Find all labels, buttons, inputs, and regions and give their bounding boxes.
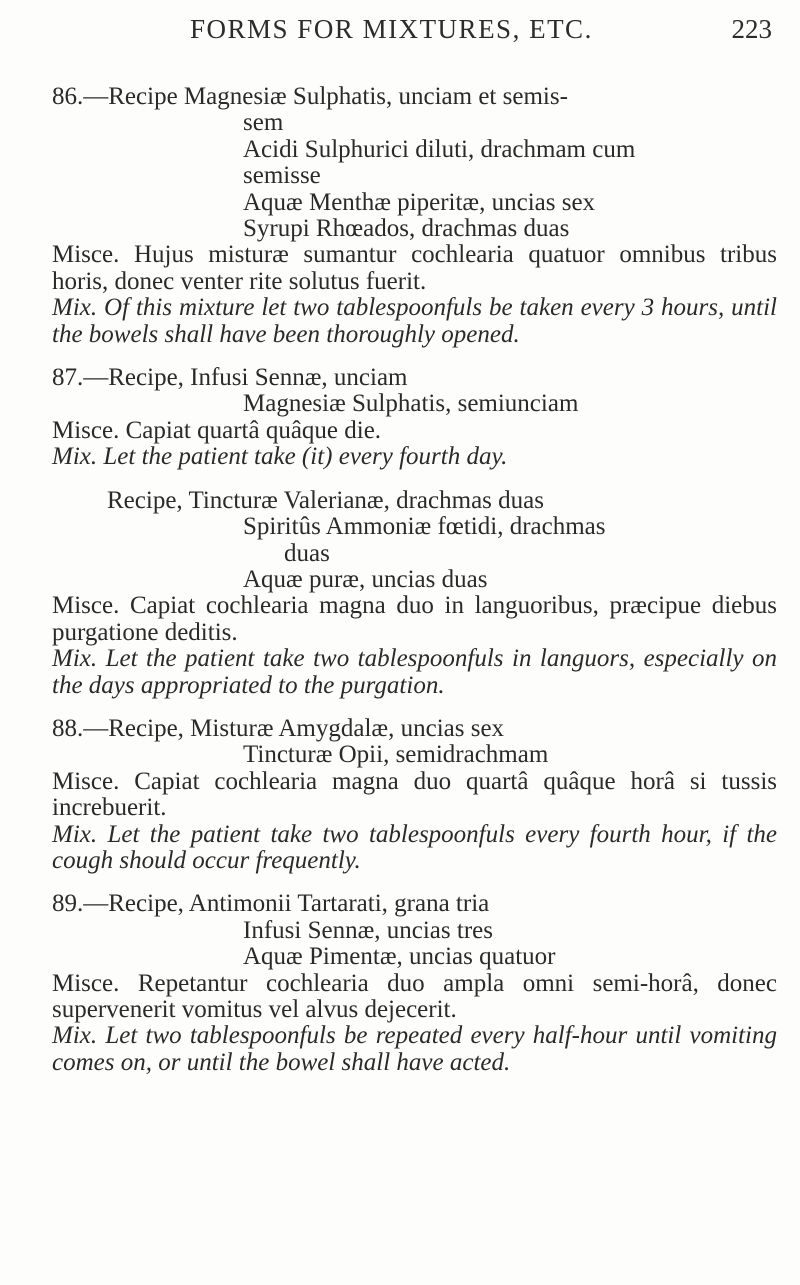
recipe-title: Recipe, Tincturæ Valerianæ, drachmas duas: [107, 486, 544, 514]
latin-directions: Misce. Capiat cochlearia magna duo in languoribus, præcipue diebus purgatione deditis.: [52, 592, 777, 646]
recipe-number: 89.: [52, 890, 84, 918]
ingredient-line: Infusi Sennæ, uncias tres: [243, 916, 493, 944]
ingredient-line: Syrupi Rhœados, drachmas duas: [243, 215, 570, 243]
ingredient-line: Acidi Sulphurici diluti, drachmam cum: [243, 135, 636, 163]
recipe-first-line: [52, 716, 777, 742]
english-directions: Mix. Let the patient take (it) every fourth day.: [52, 443, 508, 471]
recipe-first-line: [52, 365, 777, 391]
ingredient-line: sem: [243, 109, 284, 137]
ingredient-line: semisse: [243, 162, 321, 190]
english-directions: Mix. Let two tablespoonfuls be repeated every half-hour until vomiting comes on, or until the bowel shall have acted.: [52, 1022, 777, 1076]
english-directions: Mix. Let the patient take two tablespoonfuls in languors, especially on the days appropriated to the purgation.: [52, 645, 777, 699]
running-head: FORMS FOR MIXTURES, ETC.: [190, 14, 593, 44]
recipe-valerian: [52, 488, 777, 699]
page-header: [0, 14, 800, 54]
ingredient-line: Magnesiæ Sulphatis, semiunciam: [243, 390, 579, 418]
recipe-89: [52, 891, 777, 1076]
recipe-title: —Recipe, Misturæ Amygdalæ, uncias sex: [83, 714, 505, 742]
recipe-first-line: [52, 891, 777, 917]
english-directions: Mix. Of this mixture let two tablespoonfuls be taken every 3 hours, until the bowels shall have been thoroughly opened.: [52, 294, 777, 348]
recipe-86: [52, 84, 777, 348]
recipe-title: —Recipe, Antimonii Tartarati, grana tria: [83, 890, 490, 918]
ingredient-line: Aquæ puræ, uncias duas: [243, 565, 488, 593]
ingredient-line: Aquæ Pimentæ, uncias quatuor: [243, 943, 556, 971]
latin-directions: Misce. Repetantur cochlearia duo ampla omni semi-horâ, donec supervenerit vomitus vel alvus dejecerit.: [52, 969, 777, 1023]
page-number: 223: [731, 14, 772, 44]
ingredient-line: Tincturæ Opii, semidrachmam: [243, 741, 549, 769]
ingredient-line: duas: [284, 539, 330, 567]
recipe-title: —Recipe, Infusi Sennæ, unciam: [83, 364, 408, 392]
recipe-first-line: [52, 488, 777, 514]
recipe-87: [52, 365, 777, 471]
latin-directions: Misce. Hujus misturæ sumantur cochlearia quatuor omnibus tribus horis, donec venter rite solutus fuerit.: [52, 241, 777, 295]
ingredient-line: Aquæ Menthæ piperitæ, uncias sex: [243, 188, 596, 216]
ingredient-line: Spiritûs Ammoniæ fœtidi, drachmas: [243, 513, 606, 541]
recipe-number: 88.: [52, 714, 84, 742]
recipe-list: [52, 84, 777, 1093]
latin-directions: Misce. Capiat quartâ quâque die.: [52, 416, 382, 444]
latin-directions: Misce. Capiat cochlearia magna duo quartâ quâque horâ si tussis increbuerit.: [52, 767, 777, 822]
recipe-number: 86.: [52, 83, 84, 110]
recipe-title: —Recipe Magnesiæ Sulphatis, unciam et semis-: [83, 83, 568, 110]
recipe-number: 87.: [52, 364, 84, 392]
recipe-88: [52, 716, 777, 874]
english-directions: Mix. Let the patient take two tablespoonfuls every fourth hour, if the cough should occur frequently.: [52, 820, 777, 874]
recipe-first-line: [52, 84, 777, 110]
